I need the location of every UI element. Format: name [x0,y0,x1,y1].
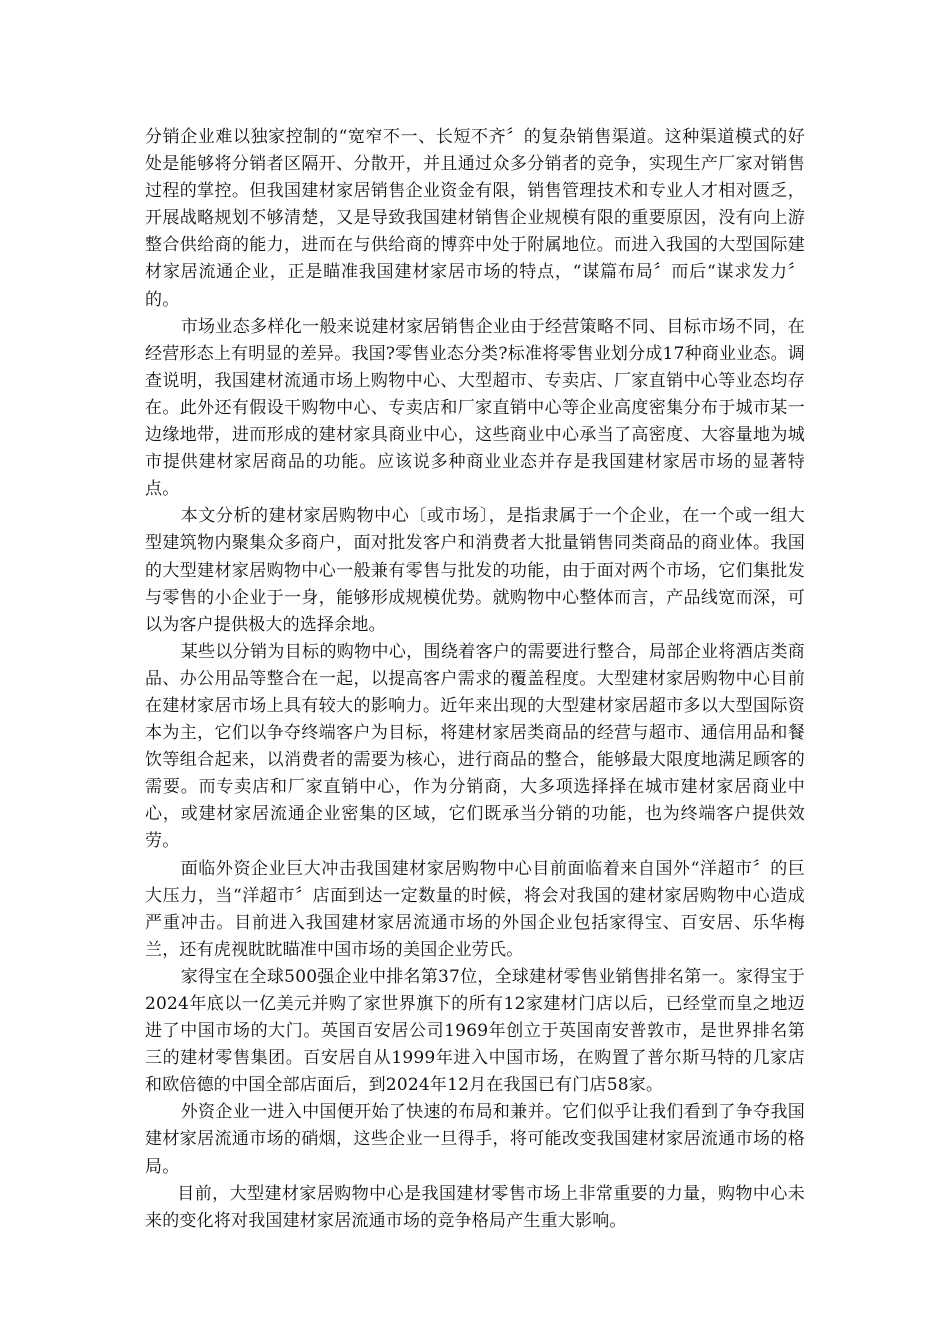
paragraph-2: 市场业态多样化一般来说建材家居销售企业由于经营策略不同、目标市场不同，在经营形态上有明显的差异。我国?零售业态分类?标准将零售业划分成17种商业业态。调查说明，我国建材流通市场上购物中心、大型超市、专卖店、厂家直销中心等业态均存在。此外还有假设干购物中心、专卖店和厂家直销中心等企业高度密集分布于城市某一边缘地带，进而形成的建材家具商业中心，这些商业中心承当了高密度、大容量地为城市提供建材家居商品的功能。应该说多种商业业态并存是我国建材家居市场的显著特点。 [145,316,805,500]
document-body [145,124,805,1235]
paragraph-7: 外资企业一进入中国便开始了快速的布局和兼并。它们似乎让我们看到了争夺我国建材家居流通市场的硝烟，这些企业一旦得手，将可能改变我国建材家居流通市场的格局。 [145,1102,805,1177]
paragraph-4: 某些以分销为目标的购物中心，围绕着客户的需要进行整合，局部企业将酒店类商品、办公用品等整合在一起，以提高客户需求的覆盖程度。大型建材家居购物中心目前在建材家居市场上具有较大的影响力。近年来出现的大型建材家居超市多以大型国际资本为主，它们以争夺终端客户为目标，将建材家居类商品的经营与超市、通信用品和餐饮等组合起来，以消费者的需要为核心，进行商品的整合，能够最大限度地满足顾客的需要。而专卖店和厂家直销中心，作为分销商，大多项选择择在城市建材家居商业中心，或建材家居流通企业密集的区域，它们既承当分销的功能，也为终端客户提供效劳。 [145,641,805,852]
paragraph-5: 面临外资企业巨大冲击我国建材家居购物中心目前面临着来自国外“洋超市〞的巨大压力，当“洋超市〞店面到达一定数量的时候，将会对我国的建材家居购物中心造成严重冲击。目前进入我国建材家居流通市场的外国企业包括家得宝、百安居、乐华梅兰，还有虎视眈眈瞄准中国市场的美国企业劳氏。 [145,858,805,960]
paragraph-1: 分销企业难以独家控制的“宽窄不一、长短不齐〞的复杂销售渠道。这种渠道模式的好处是能够将分销者区隔开、分散开，并且通过众多分销者的竞争，实现生产厂家对销售过程的掌控。但我国建材家居销售企业资金有限，销售管理技术和专业人才相对匮乏，开展战略规划不够清楚，又是导致我国建材销售企业规模有限的重要原因，没有向上游整合供给商的能力，进而在与供给商的博弈中处于附属地位。而进入我国的大型国际建材家居流通企业，正是瞄准我国建材家居市场的特点，“谋篇布局〞而后“谋求发力〞的。 [145,127,805,310]
paragraph-6: 家得宝在全球500强企业中排名第37位，全球建材零售业销售排名第一。家得宝于2024年底以一亿美元并购了家世界旗下的所有12家建材门店以后，已经堂而皇之地迈进了中国市场的大门。英国百安居公司1969年创立于英国南安普敦市，是世界排名第三的建材零售集团。百安居自从1999年进入中国市场，在购置了普尔斯马特的几家店和欧倍德的中国全部店面后，到2024年12月在我国已有门店58家。 [145,966,805,1096]
paragraph-3: 本文分析的建材家居购物中心〔或市场〕，是指隶属于一个企业，在一个或一组大型建筑物内聚集众多商户，面对批发客户和消费者大批量销售同类商品的商业体。我国的大型建材家居购物中心一般兼有零售与批发的功能，由于面对两个市场，它们集批发与零售的小企业于一身，能够形成规模优势。就购物中心整体而言，产品线宽而深，可以为客户提供极大的选择余地。 [145,506,805,635]
paragraph-8: 目前，大型建材家居购物中心是我国建材零售市场上非常重要的力量，购物中心未来的变化将对我国建材家居流通市场的竞争格局产生重大影响。 [145,1183,805,1231]
